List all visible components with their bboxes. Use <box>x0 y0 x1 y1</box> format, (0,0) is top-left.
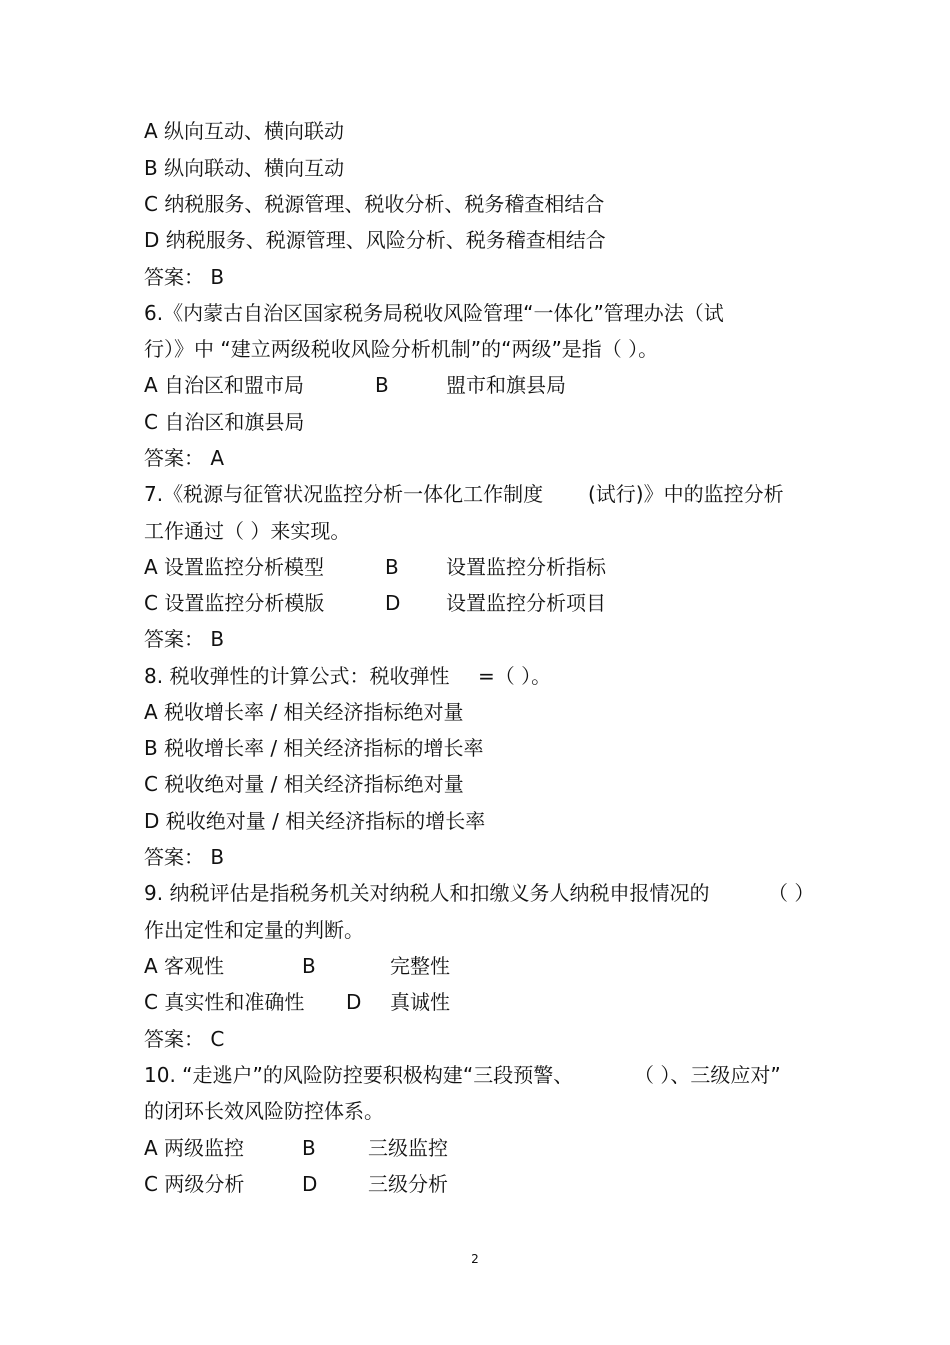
option-a: A 纵向互动、横向联动 <box>144 119 345 143</box>
option-d-letter: D <box>385 591 401 615</box>
answer-8: 答案： B <box>144 845 225 869</box>
option-a: A 两级监控 <box>144 1136 245 1160</box>
option-c: C 设置监控分析模版 <box>144 591 325 615</box>
question-7-text: 7.《税源与征管状况监控分析一体化工作制度 <box>144 482 544 506</box>
option-b-letter: B <box>385 555 399 579</box>
option-b-text: 三级监控 <box>368 1136 448 1160</box>
option-d-text: 真诚性 <box>390 990 450 1014</box>
question-10-line-2: 的闭环长效风险防控体系。 <box>144 1099 384 1123</box>
answer-9: 答案： C <box>144 1027 225 1051</box>
option-d-text: 设置监控分析项目 <box>446 591 606 615</box>
option-c: C 纳税服务、税源管理、税收分析、税务稽查相结合 <box>144 192 605 216</box>
option-b-text: 完整性 <box>390 954 450 978</box>
question-7-text-end: (试行)》中的监控分析 <box>588 482 784 506</box>
option-d: D 税收绝对量 / 相关经济指标的增长率 <box>144 809 486 833</box>
option-d: D 纳税服务、税源管理、风险分析、税务稽查相结合 <box>144 228 606 252</box>
question-8-blank: =（ ）。 <box>478 664 552 688</box>
option-b-letter: B <box>375 373 389 397</box>
option-b-letter: B <box>302 1136 316 1160</box>
option-c: C 真实性和准确性 <box>144 990 305 1014</box>
option-c: C 自治区和旗县局 <box>144 410 305 434</box>
answer-6: 答案： A <box>144 446 225 470</box>
question-9-blank: （ ） <box>768 881 815 905</box>
question-7-line-2: 工作通过（ ）来实现。 <box>144 519 351 543</box>
question-10-text: 10. “走逃户”的风险防控要积极构建“三段预警、 <box>144 1063 574 1087</box>
option-a: A 自治区和盟市局 <box>144 373 305 397</box>
answer-5: 答案： B <box>144 265 225 289</box>
option-a: A 设置监控分析模型 <box>144 555 325 579</box>
question-9-text: 9. 纳税评估是指税务机关对纳税人和扣缴义务人纳税申报情况的 <box>144 881 710 905</box>
page-number: 2 <box>471 1252 479 1266</box>
option-b-letter: B <box>302 954 316 978</box>
option-b-text: 盟市和旗县局 <box>446 373 566 397</box>
option-d-text: 三级分析 <box>368 1172 448 1196</box>
question-6-line-2: 行）》中 “建立两级税收风险分析机制”的“两级”是指（ ）。 <box>144 337 659 361</box>
option-c: C 两级分析 <box>144 1172 245 1196</box>
option-b: B 纵向联动、横向互动 <box>144 156 345 180</box>
question-10-blank: （ ）、三级应对” <box>634 1063 781 1087</box>
question-9-line-2: 作出定性和定量的判断。 <box>144 918 364 942</box>
question-6-line-1: 6.《内蒙古自治区国家税务局税收风险管理“一体化”管理办法（试 <box>144 301 724 325</box>
answer-7: 答案： B <box>144 627 225 651</box>
option-c: C 税收绝对量 / 相关经济指标绝对量 <box>144 772 464 796</box>
option-b-text: 设置监控分析指标 <box>446 555 606 579</box>
option-b: B 税收增长率 / 相关经济指标的增长率 <box>144 736 484 760</box>
question-8-text: 8. 税收弹性的计算公式：税收弹性 <box>144 664 450 688</box>
option-a: A 税收增长率 / 相关经济指标绝对量 <box>144 700 464 724</box>
option-d-letter: D <box>346 990 362 1014</box>
option-d-letter: D <box>302 1172 318 1196</box>
option-a: A 客观性 <box>144 954 225 978</box>
